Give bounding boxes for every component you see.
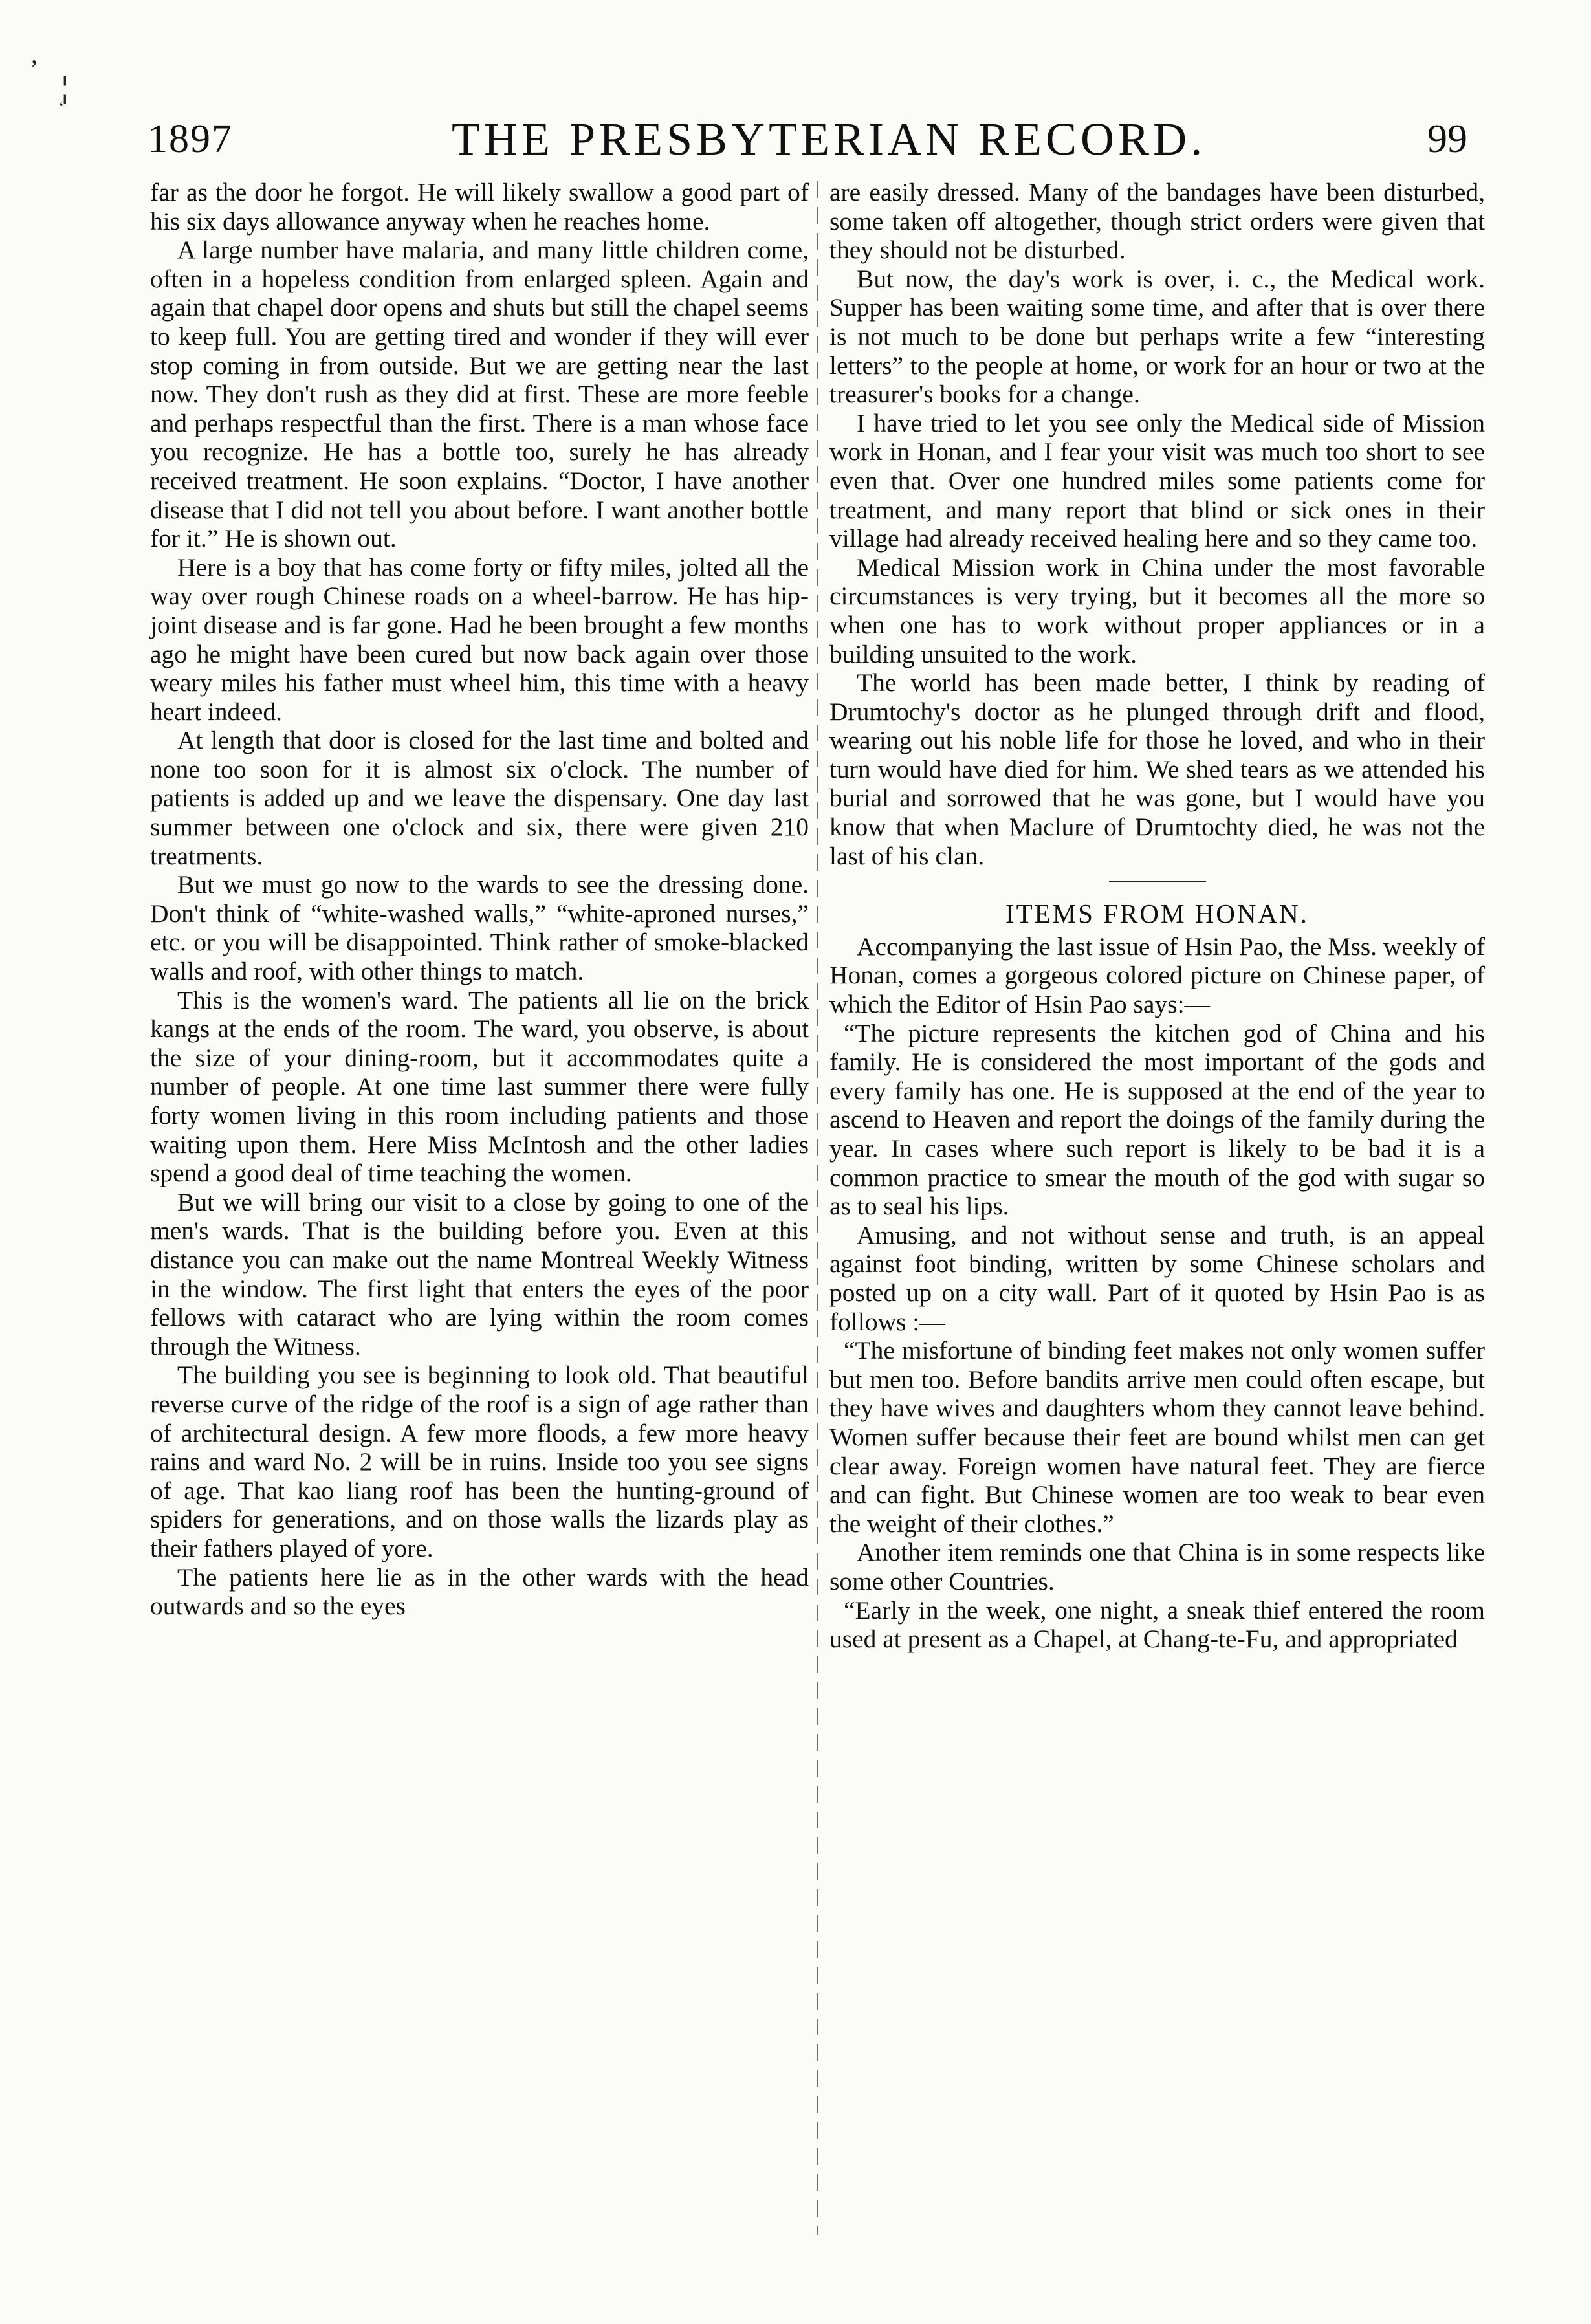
paragraph: Here is a boy that has come forty or fifty miles, jolted all the way over rough Chinese roads on a wheel-barrow. He has hip-joint disease and is far gone. Had he been brought a few months ago he might have been cured but now back again over those weary miles his father must wheel him, this time with a heavy heart indeed. [150, 553, 809, 726]
paragraph: are easily dressed. Many of the bandages have been disturbed, some taken off altogether, though strict orders were given that they should not be disturbed. [829, 178, 1485, 265]
paragraph: This is the women's ward. The patients all lie on the brick kangs at the ends of the room. The ward, you observe, is about the size of your dining-room, but it accommodates quite a number of people. At one time last summer there were fully forty women living in this room including patients and those waiting upon them. Here Miss McIntosh and the other ladies spend a good deal of time teaching the women. [150, 985, 809, 1188]
paragraph: The patients here lie as in the other wards with the head outwards and so the eyes [150, 1562, 809, 1621]
margin-mark: , [31, 39, 38, 69]
header-year: 1897 [148, 117, 233, 161]
paragraph: The building you see is beginning to look old. That beautiful reverse curve of the ridge of the roof is a sign of age rather than of architectural design. A few more floods, a few more heavy rains and ward No. 2 will be in ruins. Inside too you see signs of age. That kao liang roof has been the hunting-ground of spiders for generations, and on those walls the lizards play as their fathers played of yore. [150, 1361, 809, 1562]
paragraph: The world has been made better, I think by reading of Drumtochy's doctor as he plunged through drift and flood, wearing out his noble life for those he loved, and who in their turn would have died for him. We shed tears as we attended his burial and sorrowed that he was gone, but I would have you know that when Maclure of Drumtochty died, he was not the last of his clan. [829, 668, 1485, 870]
quoted-paragraph: “Early in the week, one night, a sneak thief entered the room used at present as a Chapel, at Chang-te-Fu, and appropriated [829, 1595, 1485, 1654]
margin-mark: ‘ [58, 97, 65, 118]
paragraph: far as the door he forgot. He will likely swallow a good part of his six days allowance anyway when he reaches home. [150, 178, 809, 236]
page-number: 99 [1427, 117, 1467, 161]
paragraph: Another item reminds one that China is in some respects like some other Countries. [829, 1538, 1485, 1595]
quoted-paragraph: “The picture represents the kitchen god of China and his family. He is considered the most important of the gods and every family has one. He is supposed at the end of the year to ascend to Heaven and report the doings of the family during the year. In cases where such report is likely to be bad it is a common practice to smear the mouth of the god with sugar so as to seal his lips. [829, 1018, 1485, 1221]
journal-title: THE PRESBYTERIAN RECORD. [452, 113, 1207, 165]
section-rule [1109, 881, 1206, 882]
left-column [150, 178, 809, 1621]
paragraph: At length that door is closed for the last time and bolted and none too soon for it is almost six o'clock. The number of patients is added up and we leave the dispensary. One day last summer between one o'clock and six, there were given 210 treatments. [150, 726, 809, 870]
section-heading: ITEMS FROM HONAN. [1005, 899, 1309, 929]
quoted-paragraph: “The misfortune of binding feet makes not only women suffer but men too. Before bandits arrive men could often escape, but they have wives and daughters whom they cannot leave behind. Women suffer because their feet are bound whilst men can get clear away. Foreign women have natural feet. They are fierce and can fight. But Chinese women are too weak to bear even the weight of their clothes.” [829, 1336, 1485, 1538]
paragraph: But we will bring our visit to a close by going to one of the men's wards. That is the building before you. Even at this distance you can make out the name Montreal Weekly Witness in the window. The first light that enters the eyes of the poor fellows with cataract who are lying within the room comes through the Witness. [150, 1187, 809, 1361]
paragraph: But now, the day's work is over, i. c., the Medical work. Supper has been waiting some time, and after that is over there is not much to be done but perhaps write a few “interesting letters” to the people at home, or work for an hour or two at the treasurer's books for a change. [829, 264, 1485, 409]
paragraph: I have tried to let you see only the Medical side of Mission work in Honan, and I fear your visit was much too short to see even that. Over one hundred miles some patients come for treatment, and many report that blind or sick ones in their village had already received healing here and so they came too. [829, 408, 1485, 553]
paragraph: But we must go now to the wards to see the dressing done. Don't think of “white-washed walls,” “white-aproned nurses,” etc. or you will be disappointed. Think rather of smoke-blacked walls and roof, with other things to match. [150, 870, 809, 986]
margin-mark: ¦ [61, 71, 69, 105]
paragraph: Accompanying the last issue of Hsin Pao, the Mss. weekly of Honan, comes a gorgeous colored picture on Chinese paper, of which the Editor of Hsin Pao says:— [829, 932, 1485, 1019]
paragraph: Amusing, and not without sense and truth, is an appeal against foot binding, written by some Chinese scholars and posted up on a city wall. Part of it quoted by Hsin Pao is as follows :— [829, 1220, 1485, 1336]
running-header [148, 109, 1467, 167]
right-column [829, 178, 1485, 1654]
column-divider [817, 181, 818, 2235]
paragraph: Medical Mission work in China under the most favorable circumstances is very trying, but it becomes all the more so when one has to work without proper appliances or in a building unsuited to the work. [829, 553, 1485, 668]
paragraph: A large number have malaria, and many little children come, often in a hopeless condition from enlarged spleen. Again and again that chapel door opens and shuts but still the chapel seems to keep full. You are getting tired and wonder if they will ever stop coming in from outside. But we are getting near the last now. They don't rush as they did at first. These are more feeble and perhaps respectful than the first. There is a man whose face you recognize. He has a bottle too, surely he has already received treatment. He soon explains. “Doctor, I have another disease that I did not tell you about before. I want another bottle for it.” He is shown out. [150, 236, 809, 553]
